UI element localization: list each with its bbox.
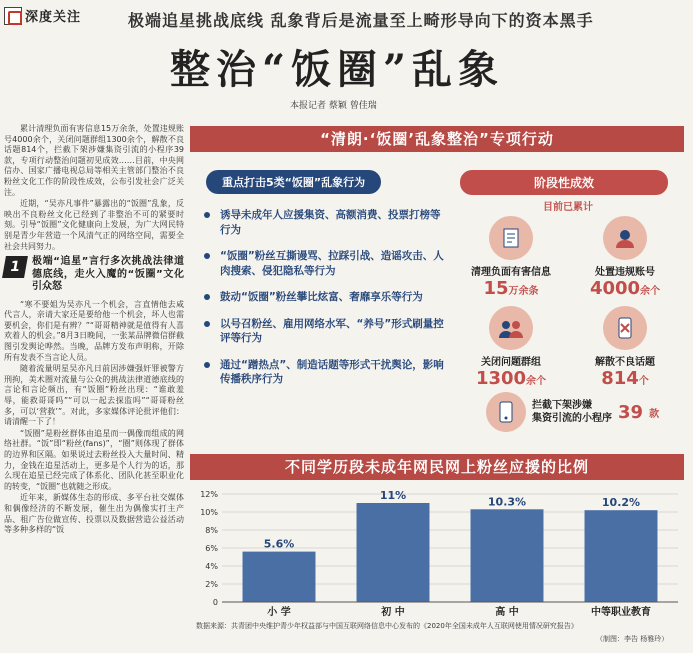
phase-title: 阶段性成效: [460, 170, 668, 195]
byline: 本报记者 蔡颖 曾佳瑞: [290, 101, 377, 111]
sofar-label: 目前已累计: [543, 202, 593, 213]
y-tick-label: 6%: [205, 544, 218, 553]
bar: [243, 552, 316, 602]
campaign-banner: “清朗·‘饭圈’乱象整治”专项行动: [190, 126, 684, 152]
y-tick-label: 4%: [205, 562, 218, 571]
bullet-icon: [204, 253, 210, 259]
group-icon: [489, 306, 533, 350]
y-tick-label: 0: [212, 598, 218, 607]
results-panel: [452, 170, 684, 442]
section-label: 深度关注: [25, 10, 82, 25]
article-paragraph: “饭圈”是粉丝群体由追星而一偶像而组成的网络社群。“饭”即“粉丝(fans)”，“圈”则体现了群体的边界和区隔。如果说过去粉丝投入大量时间、精力，金钱在追星活动上，更多是个人行为的话，那么现在追星已经完成了体系化、团队化甚至职业化的转变，“饭圈”也就随之形成。: [4, 428, 184, 491]
phone-icon: [486, 392, 526, 432]
stat-groups: 关闭问题群组 1300余个: [456, 306, 566, 389]
bar-chart-svg: [190, 484, 684, 624]
x-tick-label: 中等职业教育: [591, 607, 651, 618]
user-icon: [603, 216, 647, 260]
focus-title: 重点打击5类“饭圈”乱象行为: [206, 170, 381, 194]
x-tick-label: 小 学: [267, 607, 291, 618]
data-label: 11%: [379, 489, 407, 502]
bullet-icon: [204, 294, 210, 300]
article-column: [4, 124, 184, 537]
chart-title: 不同学历段未成年网民网上粉丝应援的比例: [190, 454, 684, 480]
stat-miniprograms: 拦截下架涉嫌 集资引流的小程序 39 款: [486, 392, 682, 432]
section-heading-text: 极端“追星”言行多次挑战法律道德底线，走火入魔的“饭圈”文化引众怒: [32, 256, 184, 293]
phone-block-icon: [603, 306, 647, 350]
bullet-icon: [204, 321, 210, 327]
page-subtitle: 极端追星挑战底线 乱象背后是流量至上畸形导向下的资本黑手: [128, 11, 594, 30]
data-label: 10.3%: [487, 495, 527, 509]
data-label: 10.2%: [601, 496, 641, 510]
document-icon: [489, 216, 533, 260]
bar: [471, 509, 544, 602]
x-tick-label: 初 中: [381, 607, 405, 618]
source-note: 数据来源：共青团中央维护青少年权益部与中国互联网络信息中心发布的《2020年全国未成年人互联网使用情况研究报告》: [196, 622, 578, 630]
stat-topics: 解散不良话题 814个: [570, 306, 680, 389]
list-item: “饭圈”粉丝互撕谩骂、拉踩引战、造谣攻击、人肉搜索、侵犯隐私等行为: [196, 249, 444, 278]
article-paragraph: “寒不要姐为吴亦凡一个机会，言直情他去咸代言人，亲请大家还是要给他一个机会，坏人也需要机会，你们是有辨？”“哥哥精神就是值得有人喜欢着人的机会。”8月3日晚间，一张某品牌微信群截图引发舆论哗然。当晚，品牌方发布声明称，开除所有发表不当言论人员。: [4, 299, 184, 362]
bar: [585, 510, 658, 602]
y-tick-label: 8%: [205, 526, 218, 535]
header-bar: [0, 0, 693, 36]
list-item: 诱导未成年人应援集资、高额消费、投票打榜等行为: [196, 208, 444, 237]
y-tick-label: 2%: [205, 580, 218, 589]
article-paragraph: 近年来，新媒体生态的形成、多平台社交媒体和偶像经济的不断发展，催生出为偶像实打主产品、租广告位做宣传、投票以及数据营造公益活动等多种多样的“饭: [4, 493, 184, 535]
bullet-icon: [204, 362, 210, 368]
behavior-list: [196, 208, 444, 387]
page-title: 整治“饭圈”乱象: [170, 46, 505, 93]
data-label: 5.6%: [263, 537, 295, 551]
bar-chart: [190, 484, 684, 624]
credit-note: （制图：李告 杨雅玲）: [596, 635, 669, 643]
y-tick-label: 10%: [200, 508, 218, 517]
list-item: 以号召粉丝、雇用网络水军、“养号”形式刷量控评等行为: [196, 317, 444, 346]
x-tick-label: 高 中: [495, 607, 519, 618]
bar: [357, 503, 430, 602]
article-paragraph: 近期，“吴亦凡事件”暴露出的“饭圈”乱象，反映出不良粉丝文化已经到了非整治不可的紧要时刻。引导“饭圈”文化健康向上发展，为广大网民特别是青少年营造一个风清气正的网络空间，需要全社会共同努力。: [4, 199, 184, 251]
list-item: 鼓动“饭圈”粉丝攀比炫富、奢靡享乐等行为: [196, 290, 444, 305]
section-tag: [4, 6, 81, 25]
article-paragraph: 随着流量明星吴亦凡日前因涉嫌强奸罪被警方刑拘，美术圈对流量与公众的挑战法律道德底线的言论和言论频出，有“饭圈”粉丝出现：“谁敢羞辱，能救哥哥吗”“可以一起去探监吗”“哥哥粉丝多，可以‘营救’”。对此，多家媒体评论批评他们：请清醒一下了！: [4, 364, 184, 427]
stat-accounts: 处置违规账号 4000余个: [570, 216, 680, 299]
list-item: 通过“蹭热点”、制造话题等形式干扰舆论，影响传播秩序行为: [196, 358, 444, 387]
section-number-badge: 1: [2, 256, 28, 278]
article-paragraph: 累计清理负面有害信息15万余条，处置违规账号4000余个，关闭问题群组1300余个，解散不良话题814个，拦截下架涉嫌集资引流的小程序39款，专项行动整治问题初见成效……目前，中央网信办、国家广播电视总局等相关主管部门整治不良粉丝文化工作的阶段性成效，公布引发社会广泛关注。: [4, 124, 184, 197]
section-heading: [4, 256, 184, 294]
section-logo-icon: [4, 7, 22, 25]
stat-info-cleared: 清理负面有害信息 15万余条: [456, 216, 566, 299]
bullet-icon: [204, 212, 210, 218]
y-tick-label: 12%: [200, 490, 218, 499]
focus-panel: [196, 170, 444, 442]
